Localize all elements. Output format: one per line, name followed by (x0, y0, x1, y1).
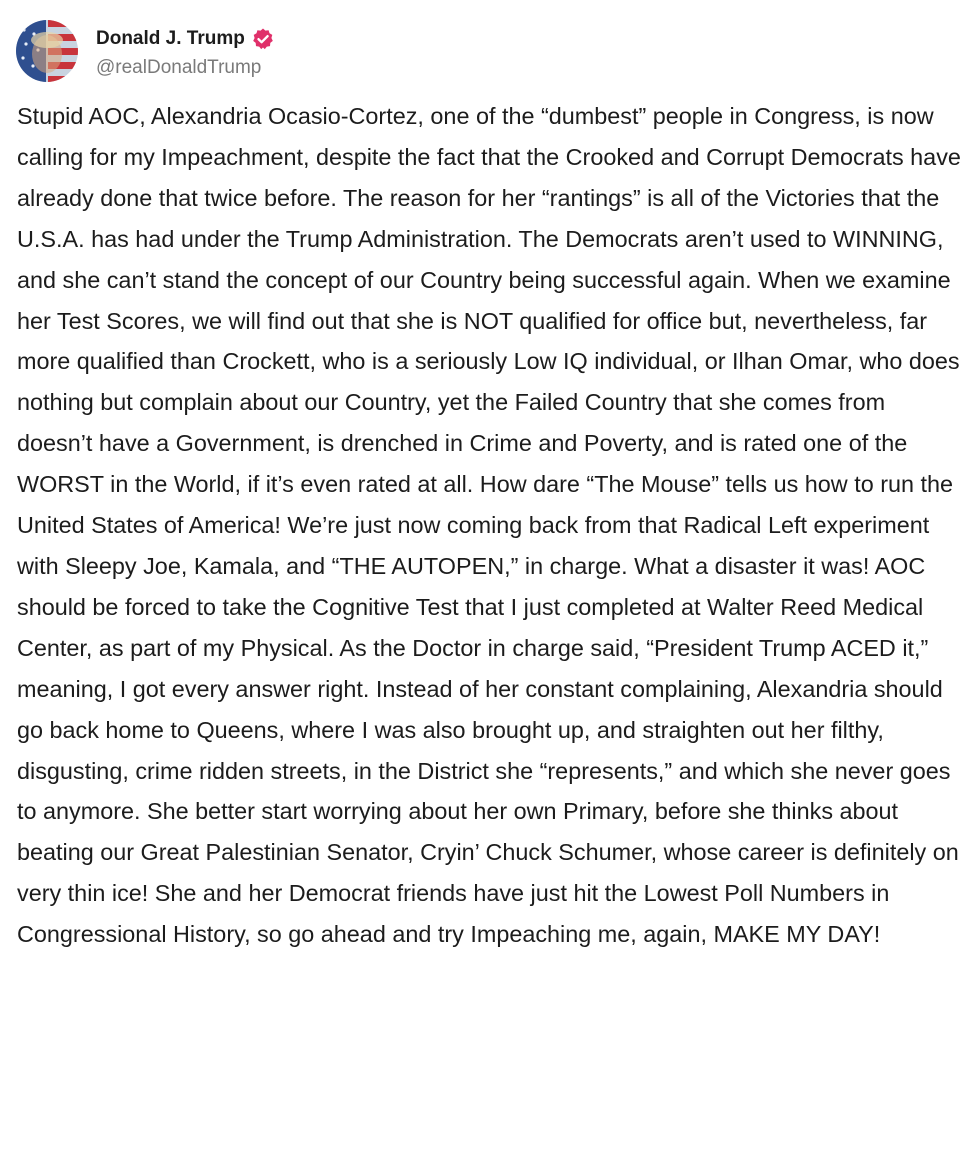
author-names (96, 23, 275, 79)
avatar-flag-portrait-icon (16, 20, 78, 82)
handle[interactable]: @realDonaldTrump (96, 57, 262, 78)
avatar[interactable] (16, 20, 78, 82)
verified-badge-icon (251, 27, 275, 51)
name-row (96, 23, 275, 55)
display-name[interactable]: Donald J. Trump (96, 28, 245, 49)
post-header (16, 20, 275, 82)
post-text: Stupid AOC, Alexandria Ocasio-Cortez, one of the “dumbest” people in Congress, is now calling for my Impeachment, despite the fact that the Crooked and Corrupt Democrats have already done that twice before. The reason for her “rantings” is all of the Victories that the U.S.A. has had under the Trump Administration. The Democrats aren’t used to WINNING, and she can’t stand the concept of our Country being successful again. When we examine her Test Scores, we will find out that she is NOT qualified for office but, nevertheless, far more qualified than Crockett, who is a seriously Low IQ individual, or Ilhan Omar, who does nothing but complain about our Country, yet the Failed Country that she comes from doesn’t have a Government, is drenched in Crime and Poverty, and is rated one of the WORST in the World, if it’s even rated at all. How dare “The Mouse” tells us how to run the United States of America! We’re just now coming back from that Radical Left experiment with Sleepy Joe, Kamala, and “THE AUTOPEN,” in charge. What a disaster it was! AOC should be forced to take the Cognitive Test that I just completed at Walter Reed Medical Center, as part of my Physical. As the Doctor in charge said, “President Trump ACED it,” meaning, I got every answer right. Instead of her constant complaining, Alexandria should go back home to Queens, where I was also brought up, and straighten out her filthy, disgusting, crime ridden streets, in the District she “represents,” and which she never goes to anymore. She better start worrying about her own Primary, before she thinks about beating our Great Palestinian Senator, Cryin’ Chuck Schumer, whose career is definitely on very thin ice! She and her Democrat friends have just hit the Lowest Poll Numbers in Congressional History, so go ahead and try Impeaching me, again, MAKE MY DAY! (17, 103, 961, 948)
